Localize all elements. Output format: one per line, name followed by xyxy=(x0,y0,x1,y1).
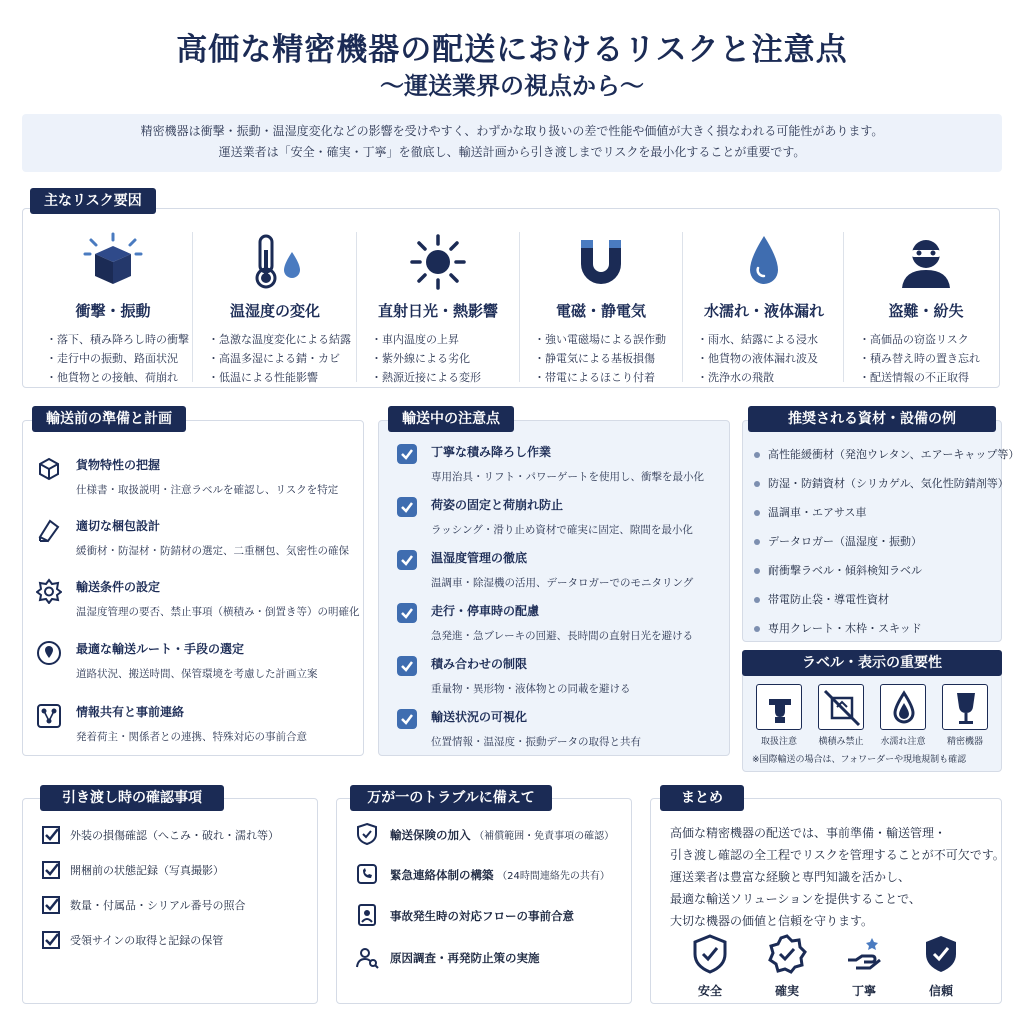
bullet-dot xyxy=(754,510,760,516)
material-item xyxy=(754,446,1019,462)
transit-item-title: 荷姿の固定と荷崩れ防止 xyxy=(431,498,564,512)
trouble-item xyxy=(390,867,610,883)
trouble-item-title: 事故発生時の対応フローの事前合意 xyxy=(390,909,574,923)
intro-line-1: 精密機器は衝撃・振動・温湿度変化などの影響を受けやすく、わずかな取り扱いの差で性能や価値が大きく損なわれる可能性があります。 xyxy=(140,124,884,138)
prep-item-title: 貨物特性の把握 xyxy=(76,458,161,472)
material-item-label: 防湿・防錆資材（シリカゲル、気化性防錆剤等） xyxy=(768,477,1009,490)
prep-section-label: 輸送前の準備と計画 xyxy=(32,406,186,432)
risk-temperature xyxy=(194,230,356,386)
share-network-icon xyxy=(36,703,62,729)
checkbox-checked-icon xyxy=(397,656,417,676)
material-item xyxy=(754,475,1009,491)
material-item xyxy=(754,533,922,549)
risk-bullet: ・ 洗浄水の飛散 xyxy=(697,368,818,387)
trouble-item-title: 輸送保険の加入 xyxy=(390,828,471,842)
risk-bullet: ・ 高価品の窃盗リスク xyxy=(859,330,980,349)
summary-line: 運送業者は豊富な経験と専門知識を活かし、 xyxy=(670,870,911,884)
shield-check-icon xyxy=(691,934,729,974)
bullet-dot xyxy=(754,597,760,603)
intro-box xyxy=(22,114,1002,172)
badge-safety xyxy=(680,934,740,999)
risk-theft xyxy=(845,230,1007,386)
label-caption: 横積み禁止 xyxy=(818,737,864,747)
trouble-item xyxy=(390,827,614,843)
package-design-icon xyxy=(36,517,62,543)
prep-item xyxy=(76,703,307,744)
thermometer-drop-icon xyxy=(240,232,310,292)
trouble-item-note: （24時間連絡先の共有） xyxy=(497,871,610,882)
badge-caption: 丁寧 xyxy=(851,984,876,998)
badge-caption: 安全 xyxy=(697,984,722,998)
handover-item: 外装の損傷確認（へこみ・破れ・濡れ等） xyxy=(70,829,279,842)
handover-item: 受領サインの取得と記録の保管 xyxy=(70,934,224,947)
phone-alert-icon xyxy=(355,862,379,886)
transit-item-title: 温湿度管理の徹底 xyxy=(431,551,528,565)
transit-item-desc: 位置情報・温湿度・振動データの取得と共有 xyxy=(431,736,641,748)
investigate-person-icon xyxy=(355,945,379,969)
transit-item-desc: 急発進・急ブレーキの回避、長時間の直射日光を避ける xyxy=(431,630,694,642)
material-item-label: データロガー（温湿度・振動） xyxy=(768,535,922,548)
checkbox-checked-icon xyxy=(42,826,60,844)
risk-title: 温湿度の変化 xyxy=(229,302,320,320)
handover-section-label: 引き渡し時の確認事項 xyxy=(40,785,224,811)
transit-item xyxy=(431,708,641,749)
material-item xyxy=(754,591,889,607)
handover-item: 開梱前の状態記録（写真撮影） xyxy=(70,864,224,877)
risk-bullet: ・ 急激な温度変化による結露 xyxy=(208,330,351,349)
badge-certainty xyxy=(757,934,817,999)
thief-icon xyxy=(896,232,956,292)
trouble-section-label: 万が一のトラブルに備えて xyxy=(350,785,552,811)
box-impact-icon xyxy=(83,232,143,292)
checkbox-checked-icon xyxy=(42,931,60,949)
transit-item-title: 積み合わせの制限 xyxy=(431,657,528,671)
risk-bullet: ・ 低温による性能影響 xyxy=(208,368,351,387)
handover-item: 数量・付属品・シリアル番号の照合 xyxy=(70,899,246,912)
transit-section-label: 輸送中の注意点 xyxy=(388,406,514,432)
transit-item-desc: 専用治具・リフト・パワーゲートを使用し、衝撃を最小化 xyxy=(431,471,704,483)
prep-item-desc: 仕様書・取扱説明・注意ラベルを確認し、リスクを特定 xyxy=(76,484,339,496)
risk-bullet: ・ 静電気による基板損傷 xyxy=(534,349,666,368)
transit-item xyxy=(431,549,693,590)
risk-bullet: ・ 車内温度の上昇 xyxy=(371,330,481,349)
risk-bullet: ・ 強い電磁場による誤作動 xyxy=(534,330,666,349)
prep-item-desc: 緩衝材・防湿材・防錆材の選定、二重梱包、気密性の確保 xyxy=(76,545,349,557)
checkbox-checked-icon xyxy=(397,603,417,623)
intro-line-2: 運送業者は「安全・確実・丁寧」を徹底し、輸送計画から引き渡しまでリスクを最小化することが重要です。 xyxy=(218,145,806,159)
risk-title: 盗難・紛失 xyxy=(888,302,964,320)
materials-section-label: 推奨される資材・設備の例 xyxy=(748,406,996,432)
risk-bullet: ・ 高温多湿による錆・カビ xyxy=(208,349,351,368)
page-subtitle: 〜運送業界の視点から〜 xyxy=(380,72,644,100)
bullet-dot xyxy=(754,568,760,574)
material-item-label: 帯電防止袋・導電性資材 xyxy=(768,593,889,606)
prep-item xyxy=(76,456,338,497)
magnet-icon xyxy=(571,232,631,292)
summary-line: 引き渡し確認の全工程でリスクを管理することが不可欠です。 xyxy=(670,848,1005,862)
risk-title: 直射日光・熱影響 xyxy=(377,302,498,320)
transit-item xyxy=(431,443,704,484)
prep-item-desc: 道路状況、搬送時間、保管環境を考慮した計画立案 xyxy=(76,668,318,680)
transit-item xyxy=(431,655,631,696)
prep-item xyxy=(76,640,318,681)
transit-item-title: 輸送状況の可視化 xyxy=(431,710,528,724)
bullet-dot xyxy=(754,626,760,632)
risk-bullet: ・ 他貨物の液体漏れ波及 xyxy=(697,349,818,368)
risk-bullet: ・ 紫外線による劣化 xyxy=(371,349,481,368)
transit-item-title: 丁寧な積み降ろし作業 xyxy=(431,445,552,459)
label-caption: 水濡れ注意 xyxy=(880,737,926,747)
risk-water xyxy=(683,230,845,386)
prep-item-desc: 温湿度管理の要否、禁止事項（横積み・倒置き等）の明確化 xyxy=(76,606,360,618)
material-item-label: 温調車・エアサス車 xyxy=(768,506,867,519)
no-sideways-icon xyxy=(818,684,864,730)
trouble-item xyxy=(390,908,574,924)
transit-item xyxy=(431,496,693,537)
risk-sunlight xyxy=(357,230,519,386)
bullet-dot xyxy=(754,539,760,545)
transit-item-title: 走行・停車時の配慮 xyxy=(431,604,540,618)
risk-bullet: ・ 配送情報の不正取得 xyxy=(859,368,980,387)
material-item-label: 高性能緩衝材（発泡ウレタン、エアーキャップ等） xyxy=(768,448,1020,461)
risk-bullet: ・ 走行中の振動、路面状況 xyxy=(46,349,189,368)
risk-bullet: ・ 雨水、結露による浸水 xyxy=(697,330,818,349)
badge-caption: 信頼 xyxy=(928,984,953,998)
prep-item-title: 最適な輸送ルート・手段の選定 xyxy=(76,642,245,656)
label-caption: 取扱注意 xyxy=(760,737,797,747)
prep-item xyxy=(76,578,360,619)
material-item xyxy=(754,504,867,520)
badge-trust xyxy=(911,934,971,999)
checkbox-checked-icon xyxy=(397,709,417,729)
summary-line: 大切な機器の価値と信頼を守ります。 xyxy=(670,914,874,928)
bullet-dot xyxy=(754,452,760,458)
trouble-item xyxy=(390,950,540,966)
transit-item-desc: ラッシング・滑り止め資材で確実に固定、隙間を最小化 xyxy=(431,524,693,536)
labels-section-label: ラベル・表示の重要性 xyxy=(742,650,1002,676)
trouble-item-title: 緊急連絡体制の構築 xyxy=(390,868,494,882)
material-item xyxy=(754,620,922,636)
checkbox-checked-icon xyxy=(42,896,60,914)
badge-care xyxy=(834,934,894,999)
water-drop-icon xyxy=(734,232,794,292)
prep-item-title: 情報共有と事前連絡 xyxy=(76,705,185,719)
fragile-glass-icon xyxy=(942,684,988,730)
summary-line: 最適な輸送ソリューションを提供することで、 xyxy=(670,892,921,906)
badge-caption: 確実 xyxy=(774,984,799,998)
route-pin-icon xyxy=(36,640,62,666)
keep-dry-icon xyxy=(880,684,926,730)
material-item-label: 専用クレート・木枠・スキッド xyxy=(768,622,922,635)
prep-item-title: 適切な梱包設計 xyxy=(76,519,161,533)
summary-line: 高価な精密機器の配送では、事前準備・輸送管理・ xyxy=(670,826,947,840)
handle-care-icon xyxy=(756,684,802,730)
checkbox-checked-icon xyxy=(397,550,417,570)
labels-note: ※国際輸送の場合は、フォワーダーや現地規制も確認 xyxy=(752,755,967,765)
risk-title: 衝撃・振動 xyxy=(75,302,151,320)
label-caption: 精密機器 xyxy=(946,737,983,747)
risk-bullet: ・ 熱源近接による変形 xyxy=(371,368,481,387)
risk-bullet: ・ 積み替え時の置き忘れ xyxy=(859,349,980,368)
checkbox-checked-icon xyxy=(397,497,417,517)
checkbox-checked-icon xyxy=(42,861,60,879)
settings-gear-icon xyxy=(36,578,62,604)
material-item xyxy=(754,562,922,578)
risk-electromagnetic xyxy=(520,230,682,386)
transit-item-desc: 重量物・異形物・液体物との同載を避ける xyxy=(431,683,631,695)
prep-item-title: 輸送条件の設定 xyxy=(76,580,161,594)
flow-document-icon xyxy=(355,903,379,927)
risk-bullet: ・ 帯電によるほこり付着 xyxy=(534,368,666,387)
risk-title: 水濡れ・液体漏れ xyxy=(703,302,824,320)
risk-title: 電磁・静電気 xyxy=(555,302,646,320)
shield-trust-icon xyxy=(922,934,960,974)
risk-impact xyxy=(32,230,194,386)
summary-section-label: まとめ xyxy=(660,785,744,811)
risk-bullet: ・ 落下、積み降ろし時の衝撃 xyxy=(46,330,189,349)
shield-check-icon xyxy=(355,822,379,846)
page-title: 高価な精密機器の配送におけるリスクと注意点 xyxy=(176,32,848,68)
sun-icon xyxy=(408,232,468,292)
transit-item-desc: 温調車・除湿機の活用、データロガーでのモニタリング xyxy=(431,577,694,589)
risks-section-label: 主なリスク要因 xyxy=(30,188,156,214)
transit-item xyxy=(431,602,693,643)
trouble-item-note: （補償範囲・免責事項の確認） xyxy=(474,831,615,842)
checkbox-checked-icon xyxy=(397,444,417,464)
cube-search-icon xyxy=(36,456,62,482)
prep-item-desc: 発着荷主・関係者との連携、特殊対応の事前合意 xyxy=(76,731,307,743)
trouble-item-title: 原因調査・再発防止策の実施 xyxy=(390,951,540,965)
prep-item xyxy=(76,517,349,558)
badge-check-icon xyxy=(767,934,807,974)
material-item-label: 耐衝撃ラベル・傾斜検知ラベル xyxy=(768,564,922,577)
bullet-dot xyxy=(754,481,760,487)
hand-care-icon xyxy=(844,934,884,974)
risk-bullet: ・ 他貨物との接触、荷崩れ xyxy=(46,368,189,387)
